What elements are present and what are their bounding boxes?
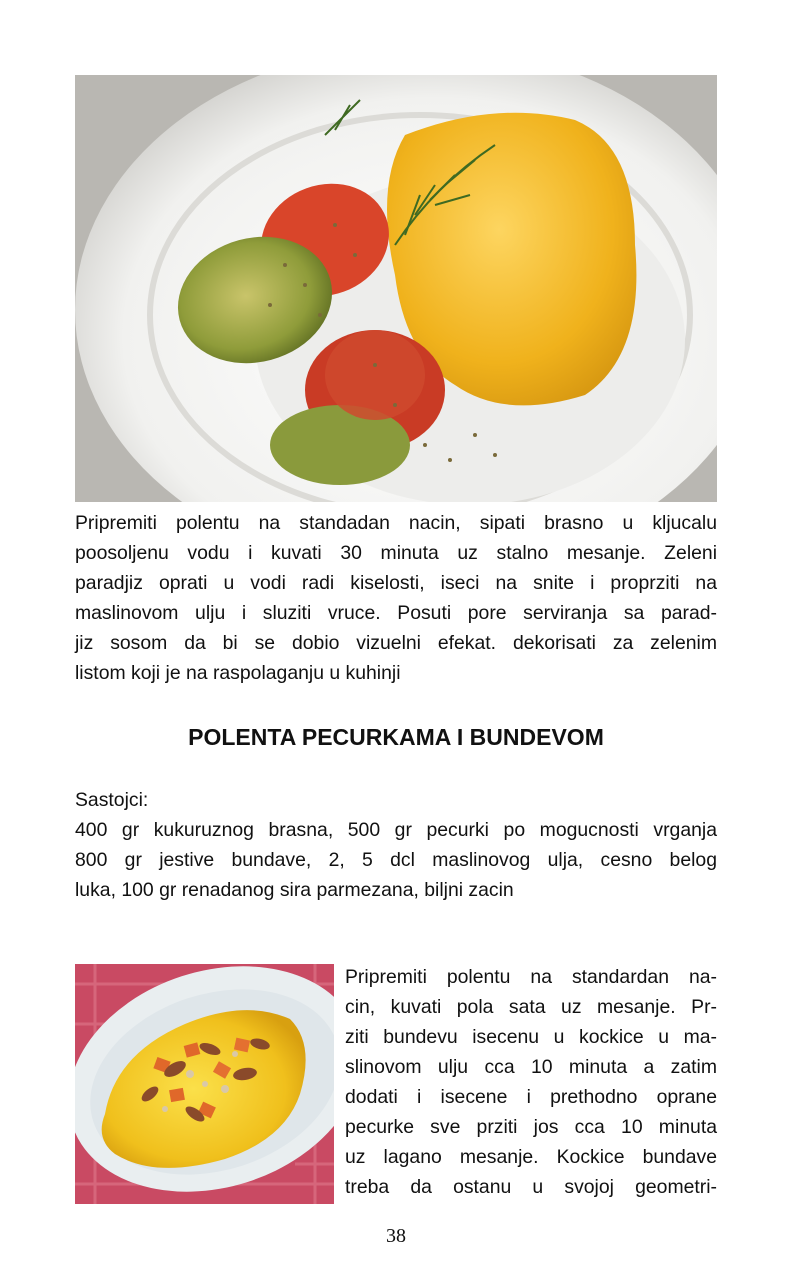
ingredients-paragraph [75, 815, 717, 905]
text-line: dodati i isecene i prethodno oprane [345, 1086, 717, 1108]
method-paragraph [345, 962, 717, 1202]
text-line: poosoljenu vodu i kuvati 30 minuta uz stalno mesanje. Zeleni [75, 542, 717, 564]
intro-paragraph [75, 508, 717, 688]
text-line: Pripremiti polentu na standadan nacin, sipati brasno u kljucalu [75, 512, 717, 534]
text-line: 400 gr kukuruznog brasna, 500 gr pecurki po mogucnosti vrganja [75, 819, 717, 841]
text-line: Pripremiti polentu na standardan na- [345, 966, 717, 988]
recipe-title: POLENTA PECURKAMA I BUNDEVOM [188, 724, 604, 750]
text-line: cin, kuvati pola sata uz mesanje. Pr- [345, 996, 717, 1018]
polenta-mushroom-photo [75, 964, 334, 1204]
text-line: ziti bundevu isecenu u kockice u ma- [345, 1026, 717, 1048]
text-line: paradjiz oprati u vodi radi kiselosti, iseci na snite i proprziti na [75, 572, 717, 594]
text-line: slinovom ulju cca 10 minuta a zatim [345, 1056, 717, 1078]
text-line: 800 gr jestive bundave, 2, 5 dcl maslinovog ulja, cesno belog [75, 849, 717, 871]
text-line: luka, 100 gr renadanog sira parmezana, biljni zacin [75, 879, 514, 901]
text-line: uz lagano mesanje. Kockice bundave [345, 1146, 717, 1168]
text-line: pecurke sve prziti jos cca 10 minuta [345, 1116, 717, 1138]
page-number: 38 [386, 1225, 406, 1247]
ingredients-label: Sastojci: [75, 789, 149, 811]
text-line: treba da ostanu u svojoj geometri- [345, 1176, 717, 1198]
polenta-dish-photo [75, 75, 717, 502]
text-line: listom koji je na raspolaganju u kuhinji [75, 662, 401, 684]
text-line: maslinovom ulju i sluziti vruce. Posuti pore serviranja sa parad- [75, 602, 717, 624]
text-line: jiz sosom da bi se dobio vizuelni efekat. dekorisati za zelenim [75, 632, 717, 654]
